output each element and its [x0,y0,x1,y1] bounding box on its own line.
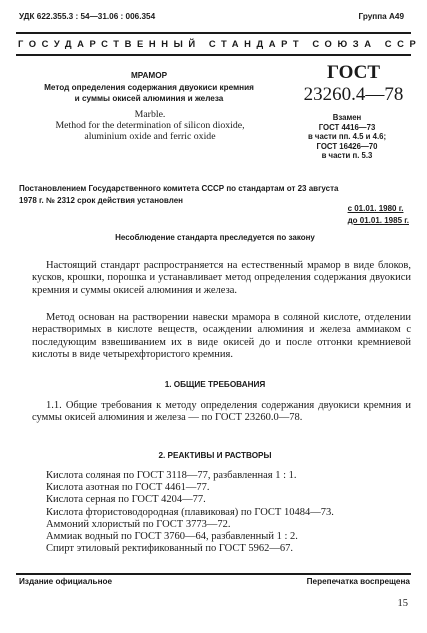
reagent-item: Аммоний хлористый по ГОСТ 3773—72. [46,518,231,530]
replaces-line-1: Взамен [332,113,362,122]
reagent-item: Аммиак водный по ГОСТ 3760—64, разбавленный 1 : 2. [46,531,298,543]
replaces-line-5: в части п. 5.3 [321,151,373,160]
replaces-block [278,113,416,161]
paragraph-method: Метод основан на растворении навески мрамора в соляной кислоте, отделении нерастворимых в кислоте веществ, осаждении алюминия и железа аммиаком с последующим взвешиванием их в виде окисей до и после отгонки кремниевой кислоты в виде четырехфтористого кремния. [32,312,411,361]
page-number: 15 [397,598,408,609]
title-en-sub-2: aluminium oxide and ferric oxide [84,131,216,142]
gost-number: 23260.4—78 [303,84,404,105]
replaces-line-2: ГОСТ 4416—73 [318,122,376,132]
paragraph-scope: Настоящий стандарт распространяется на естественный мрамор в виде блоков, кусков, крошки, порошка и устанавливает метод определения содержания двуокиси кремния и суммы окисей алюминия и железа. [32,260,411,296]
title-english [40,109,260,142]
title-ru-sub-1: Метод определения содержания двуокиси кремния [44,82,254,92]
reprint-prohibited-label: Перепечатка воспрещена [306,577,410,586]
header-rule-top [16,32,411,34]
footer-rule [16,573,411,575]
reagent-item: Спирт этиловый ректификованный по ГОСТ 5962—67. [46,543,294,555]
title-en-main: Marble. [134,109,166,120]
reagent-item: Кислота серная по ГОСТ 4204—77. [46,494,206,506]
title-en-sub-1: Method for the determination of silicon dioxide, [55,120,245,131]
reagent-item: Кислота фтористоводородная (плавиковая) по ГОСТ 10484—73. [46,506,334,518]
section-heading-general: 1. ОБЩИЕ ТРЕБОВАНИЯ [164,380,266,389]
reagent-item: Кислота соляная по ГОСТ 3118—77, разбавленная 1 : 1. [46,470,297,481]
decree-line-1: Постановлением Государственного комитета СССР по стандартам от 23 августа [19,184,339,193]
group-code: Группа А49 [358,12,404,21]
date-to: до 01.01. 1985 г. [347,215,409,225]
paragraph-general-requirements: 1.1. Общие требования к методу определения содержания двуокиси кремния и суммы окисей алюминия и железа — по ГОСТ 23260.0—78. [32,400,411,424]
section-heading-reagents: 2. РЕАКТИВЫ И РАСТВОРЫ [158,451,272,460]
title-ru-main: МРАМОР [130,71,168,80]
violation-notice: Несоблюдение стандарта преследуется по закону [115,233,315,242]
date-from: с 01.01. 1980 г. [347,204,404,213]
reagent-item: Кислота азотная по ГОСТ 4461—77. [46,482,210,494]
state-standard-line: ГОСУДАРСТВЕННЫЙ СТАНДАРТ СОЮЗА ССР [18,38,422,49]
replaces-line-3: в части пп. 4.5 и 4.6; [307,132,387,141]
header-rule-bottom [16,54,411,56]
gost-label: ГОСТ [326,62,381,83]
validity-dates [348,203,409,226]
title-russian [30,70,268,105]
reagents-list [46,470,416,555]
official-edition-label: Издание официальное [19,577,113,586]
replaces-line-4: ГОСТ 16426—70 [316,141,378,151]
udc-code: УДК 622.355.3 : 54—31.06 : 006.354 [19,12,156,21]
title-ru-sub-2: и суммы окисей алюминия и железа [74,94,224,103]
decree-line-2: 1978 г. № 2312 срок действия установлен [19,195,183,205]
